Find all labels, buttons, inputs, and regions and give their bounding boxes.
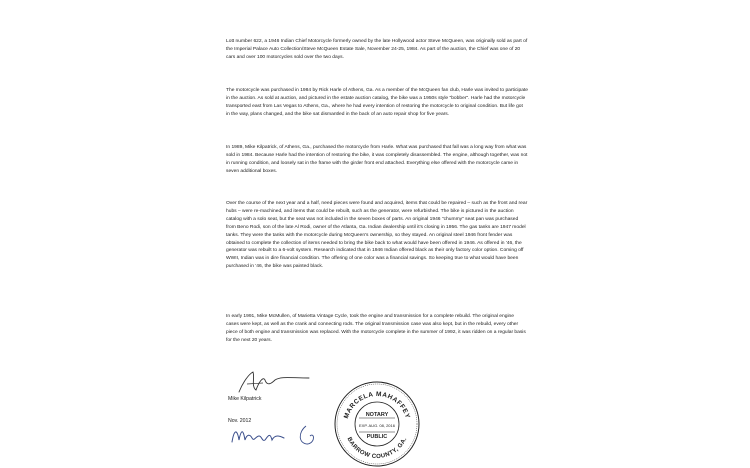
paragraph-2: The motorcycle was purchased in 1984 by Rick Harle of Athens, Ga. As a member of the McQueen fan club, Harle was invited to participate in the auction. As sold at auction, and pictured in the estate auction catalog, the bike was a 1950s style "bobber". Harle had the motorcycle transported east from Las Vegas to Athens, Ga., where he had every intention of restoring the motorcycle to original condition. But life got in the way, plans changed, and the bike sat dismantled in the back of an auto repair shop for five years.	[226, 88, 529, 117]
paragraph-5: In early 1991, Mike McMullen, of Marietta Vintage Cycle, took the engine and transmission for a complete rebuild. The original engine cases were kept, as well as the crank and connecting rods. The original transmission case was also kept, but in the rebuild, every other piece of both engine and transmission was replaced. With the motorcycle complete in the summer of 1992, it was ridden on a regular basis for the next 20 years.	[226, 314, 526, 343]
notary-signature	[228, 422, 338, 448]
paragraph-1: Lott number 622, a 1946 Indian Chief Motorcycle formerly owned by the late Hollywood actor Steve McQueen, was originally sold as part of the Imperial Palace Auto Collection/Steve McQueen Estate Sale, November 24-25, 1984. As part of the auction, the Chief was one of 20 cars and over 100 motorcycles sold over the two days.	[226, 39, 528, 60]
paragraph-3: In 1989, Mike Kilpatrick, of Athens, Ga., purchased the motorcycle from Harle. What was purchased that fall was a long way from what was sold in 1984. Because Harle had the intention of restoring the bike, it was completely disassembled. The engine, although together, was not in running condition, and loosely sat in the frame with the girder front end attached. Everything else offered with the motorcycle came in seven additional boxes.	[226, 145, 528, 174]
paragraph-4: Over the course of the next year and a half, need pieces were found and acquired, items that could be repaired – such as the front and rear hubs – were re-machined, and items that could be rebuilt, such as the generator, were refurbished. The bike is pictured in the auction catalog with a solo seat, but the seat was not included in the seven boxes of parts. An original 1946 "chummy" seat pan was purchased from Beno Rodi, son of the late Al Rodi, owner of the Atlanta, Ga. Indian dealership until it's closing in 1956. The gas tanks are 1947 model tanks. They were the tanks with the motorcycle during McQueen's ownership, so they stayed. An original steel 1946 front fender was obtained to complete the collection of items needed to bring the bike back to what would have been offered in 1946. As offered in '46, the generator was rebuilt to a 6-volt system. Research indicated that in 1946 Indian offered black as their only factory color option. Coming off WWII, Indian was in dire financial condition. The offering of one color was a financial savings. So keeping true to what would have been purchased in '46, the bike was painted black.	[226, 201, 528, 270]
signer-name: Mike Kilpatrick	[228, 396, 262, 402]
seal-notary: NOTARY	[365, 412, 389, 418]
seal-expiry: EXP. AUG. 08, 2016	[359, 423, 395, 428]
letter-date: Nov. 2012	[228, 418, 252, 424]
seal-name: MARCELA MAHAFFEY	[342, 390, 412, 420]
notary-seal	[333, 380, 421, 468]
seal-county: BARROW COUNTY, GA.	[345, 436, 409, 461]
seal-public: PUBLIC	[366, 434, 388, 440]
signer-signature	[229, 368, 319, 396]
